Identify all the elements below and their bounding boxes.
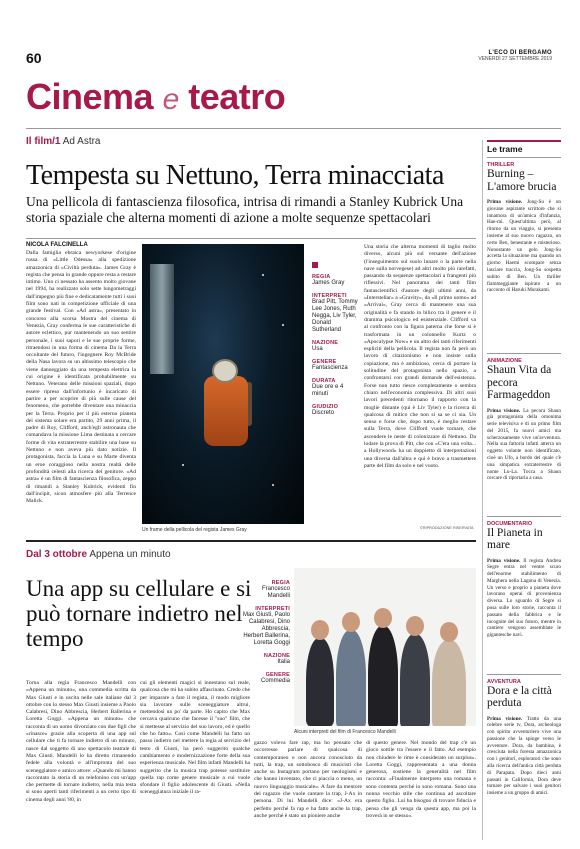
fact-value: Usa [312, 346, 323, 352]
fact-label: GIUDIZIO [312, 404, 339, 410]
sidebar-item-film-title: Shaun Vita da pecora Farmageddon [487, 364, 552, 401]
cast-member [400, 634, 430, 726]
cast-member-head [406, 616, 424, 636]
section-title [26, 76, 285, 118]
article1-kicker-rest: Ad Astra [62, 136, 101, 147]
article2-factbox [240, 574, 290, 685]
sidebar-item-review [487, 558, 561, 670]
sidebar-title: Le trame [487, 140, 561, 158]
article2-column-4: di questo genere. Nel mondo del trap c'è un gioco sottile tra l'essere e il fatto. Ad esempio non chiudere le rime è considerato un surplus». Loretta Goggi, rappresentata a una donna generosa, sostiene la generalità nel film racconta: «Finalmente interpreto una romana e sono contenta perché io sono romana. Sono una nonna vecchio stile che continua ad ascoltare questo figlio. Lui ha bisogno di trovare fiducia e pensa che gli venga da questa app, ma poi la troverà in se stesso». [366, 740, 476, 819]
article2-photo-caption: Alcuni interpreti del film di Francesco Mandelli [294, 729, 396, 735]
article1-rule [26, 238, 476, 239]
section-title-main: Cinema [26, 76, 154, 117]
article2-headline: Una app su cellulare e si può tornare indietro nel tempo [26, 576, 252, 651]
article1-factbox [312, 262, 358, 417]
sidebar-item-film-title: Dora e la città perduta [487, 684, 552, 709]
sidebar-separator [487, 353, 561, 354]
cast-member [336, 630, 366, 726]
review-lead: Prima visione. [487, 715, 523, 722]
fact-label: REGIA [271, 580, 290, 586]
fact-value: James Gray [312, 280, 345, 286]
fact-value: Italia [277, 659, 290, 665]
article1-photo-caption: Un frame della pellicola del regista James Gray [142, 527, 247, 533]
star [282, 324, 284, 326]
article2-kicker-bold: Dal 3 ottobre [26, 549, 88, 560]
star [272, 484, 274, 486]
page-number: 60 [26, 50, 42, 66]
article2-kicker-rest: Appena un minuto [89, 549, 171, 560]
fact-value: Fantascienza [312, 365, 348, 371]
sidebar-item-review [487, 716, 561, 826]
article1-kicker [26, 136, 101, 147]
sidebar-separator [487, 674, 561, 675]
cast-member-head [374, 608, 392, 628]
cast-member-head [440, 622, 458, 642]
article2-column-1: Torna alla regia Francesco Mandelli con «Appena un minuto», una commedia scritta da Max Giusti e in uscita nelle sale italiane dal 3 ottobre con lo stesso Max Giusti insieme a Paolo Calabresi, Dino Abbrescia, Herbert Ballerina e Loretta Goggi. «Appena un minuto» che racconta di un uomo divorziato con due figli che «rinasce» grazie alla scoperta di una app sul cellulare che ti fa tornare indietro di un minuto, nasce dal soggetto di uno spettacolo teatrale di Max Giusti. Mandelli lo ha diretto rimanendo fedele alla volontà e all'impronta del suo sceneggiatore e amico attore: «Quando mi hanno raccontato la storia di un telefonino con un'app che permette di tornare indietro, nella mia testa si sono aperti tanti riferimenti a un certo tipo di cinema degli anni '80, in [26, 680, 136, 803]
review-text: Jong-Su è un giovane aspirante scrittore che si innamora di un'amica d'infanzia, Hae-mi. Quest'ultima però, al ritorno da un viaggio, si presenta insieme al suo nuovo ragazzo, un certo Ben, benestante e misterioso. Nonostante un gelo Jong-Su accetta la situazione ma quando un giorno Haemi scompare senza lasciare traccia, Jong-Su sospetta subito di Ben. Un thriller fiammeggiante ispirato a un racconto di Haruki Murakami. [487, 199, 561, 294]
sidebar-item-film-title: Burning – L'amore brucia [487, 168, 557, 193]
section-title-end: teatro [188, 76, 286, 117]
fact-label: DURATA [312, 378, 336, 384]
review-lead: Prima visione. [487, 557, 521, 564]
cast-member [368, 626, 398, 726]
article1-photo-astronaut [142, 244, 304, 524]
review-text: La pecora Shaun già protagonista della omonima serie televisiva e di un primo film del 2015, fa nuovi amici ma scherzosamente vive un'avventura. Nella sua fattoria infatti atterra un oggetto volante non identificato, cioè un Ufo, a bordo del quale c'è una simpatica extraterrestre di nome Lu-La. Tocca a Shaun cercare di riportarla a casa. [487, 407, 561, 482]
fact-value: Max Giusti, Paolo Calabresi, Dino Abbrescia, Herbert Ballerina, Loretta Goggi [242, 612, 290, 646]
article1-copyright: ©RIPRODUZIONE RISERVATA [420, 526, 474, 530]
issue-date: VENERDÌ 27 SETTEMBRE 2019 [478, 55, 552, 62]
fact-value: Francesco Mandelli [261, 586, 290, 599]
fact-label: GENERE [265, 672, 290, 678]
sidebar-item-review [487, 199, 561, 349]
cast-member-head [342, 612, 360, 632]
fact-label: INTERPRETI [312, 293, 347, 299]
sidebar-le-trame [487, 140, 561, 826]
review-text: Il regista Andrea Segre entra nel ventre scuro dell'enorme stabilimento di Marghera nella Laguna di Venezia. Un verso e proprio a pianeta dove lavorano operai di provenienza diversa. Lo sguardo di Segre si posa sulle loro storie, racconta il passato della fabbrica e le incognite del suo futuro, mentre in cantiere vengono assemblate le gigantesche navi. [487, 557, 561, 639]
factbox-marker [312, 262, 318, 268]
fact-value: Discreto [312, 410, 335, 416]
cast-member [432, 640, 466, 726]
sidebar-item-category: DOCUMENTARIO [487, 520, 533, 527]
sidebar-item-category: THRILLER [487, 162, 515, 168]
fact-value: Due ore e 4 minuti [312, 384, 344, 397]
space-station-structure [150, 264, 174, 374]
sidebar-separator [487, 516, 561, 517]
article2-photo-cast [294, 568, 476, 726]
review-lead: Prima visione. [487, 199, 523, 205]
sidebar-item-review [487, 408, 561, 512]
sidebar-item-category: AVVENTURA [487, 678, 521, 685]
article1-headline: Tempesta su Nettuno, Terra minacciata [26, 160, 444, 191]
section-divider [26, 128, 561, 129]
star [182, 464, 184, 466]
star [262, 274, 264, 276]
article2-column-2: cui gli elementi magici si innestano sul reale, qualcosa che mi ha subito affascinato. Credo che per imparare a fare il regista, il modo migliore sia lavorare sulle sceneggiature altrui, mettendosi un po' da parte. Ho capito che Max cercava qualcuno che facesse il "suo" film, che si mettesse al servizio del suo lavoro, ed è quello che ho fatto». Così come Mandelli ha fatto un passo indietro nel mettere la regia al servizio del testo di Giusti, ha però suggerito qualche cambiamento e modernizzazione forte della sua esperienza musicale. Nel film infatti Mandelli ha suggerito che la musica trap potesse sostituire quella rap come genere musicale a cui vuole sfondare il figlio adolescente di Giusti. «Nella sceneggiatura iniziale il ra- [140, 680, 250, 796]
cast-member [306, 638, 334, 726]
cast-member-head [311, 620, 329, 640]
section-title-and: e [162, 83, 179, 116]
masthead [478, 50, 552, 63]
review-lead: Prima visione. [487, 407, 521, 414]
article2-column-3: gazzo voleva fare rap, ma ho pensato che occorresse parlare di qualcosa di contemporaneo e non ancora conosciuto da tutti, la trap, un sottobosco di musicisti che anche su Instagram portano per neologismi e che hanno inventato, che ci piaccia o meno, un nuovo linguaggio musicale». A fare da mentore del ragazzo che vuole cantare la trap, J-Ax in persona. Di lui Mandelli dice: «J-Ax era perfetto perché fa rap e ha fatto anche la trap, anche perché è stato un pioniere anche [254, 740, 362, 819]
fact-value: Commedia [260, 678, 290, 684]
article1-byline: NICOLA FALCINELLA [26, 242, 88, 248]
article1-column-1: Dalla famiglia ebraica newyorkese d'origine russa di «Little Odessa» alla spedizione amazzonica di «Civiltà perduta». James Gray è regista che pensa in grande oppure resta a restare intimo. Uno ci nessato ha assento molto giovane nel 1994, ha realizzato solo sette lungometraggi dall'impegno più fine e dedicatamente tutti i suoi film sono nati in competizione ufficiale di una grande festival. Con «Ad astra», presentato in concorso alla scorsa Mostra del cinema di Venezia, Gray conferma le sue caratteristiche di autore eclettico, pur mantenendo un suo sentire personale, i suoi sapori e le sue proprie forme, ritraendosi in una forma di cinema Da la Terra occultante del futuro, l'ingegnere Roy McBride della Nasa lavora su un altissimo telescopio che viene danneggiato da una tempesta elettrica la cui origine è identificata probabilmente su Nettuno. Veterano delle missioni spaziali, dopo essere ripreso dall'infortunio è incaricato di partire a per scoprire di più sulle cause del fenomeno, che potrebbe diventare una minaccia per la Terra. Proprio per il più esterno pianeta del sistema solare era partito, 29 anni prima, il padre di Roy, Clifford, anch'egli astronauta che comandava la missione Lima destinata a cercare forme di vita extraterrestre stabilire una base su Nettuno e non aveva più dato notizie. Il protagonista, faccia la Luna e su Marte diventa un eroe coraggioso nella nostra realtà delle profondità celesti alla ricerca del genitore. «Ad astra» è un film di fantascienza filosofica, zeppo di rimandi a Stanley Kubrick, evidenti fin dall'incipit, sicon atmosfere più alla Terrence Malick. [26, 250, 136, 505]
fact-label: REGIA [312, 274, 331, 280]
sidebar-divider [482, 140, 483, 840]
fact-label: INTERPRETI [255, 606, 290, 612]
fact-value: Brad Pitt, Tommy Lee Jones, Ruth Negga, Liv Tyler, Donald Sutherland [312, 299, 358, 333]
astronaut-helmet [212, 359, 238, 383]
fact-label: NAZIONE [263, 653, 290, 659]
article1-subhead: Una pellicola di fantascienza filosofica, intrisa di rimandi a Stanley Kubrick Una storia spaziale che alterna momenti di azione a molte sequenze spettacolari [26, 194, 464, 225]
article2-kicker [26, 549, 171, 560]
newspaper-name: L'ECO DI BERGAMO [488, 50, 552, 56]
article1-column-3: Una storia che alterna momenti di taglio molto diverso, alcuni più sul versante dell'azione (l'inseguimento sul suolo lunare o la parte nella nave sulla norvegese) ad altri molto più rarefatti, passando da sequenze spettacolari a frangenti più riflessivi. Nel panorama dei tanti film fantascientifici d'autore degli ultimi anni, da «Interstellar» a «Gravity», da «Il primo uomo» ad «Arrival», Gray cerca di mantenere una sua originalità e fa stando in bilico tra il genere e il dramma psicologico ed esistenziale. Clifford va al confronto con la figura paterna che forse si è trasformata in un colonnello Kurtz o «Apocalypse Now» e un altro dei tanti riferimenti espliciti della pellicola. Il regista non fa però un lavoro di citazionismo e non insiste sulla copiazione, ma è ambizioso, cerca di portare la solitudine del protagonista nello spazio, a confrontarsi con grandi domande dell'esistenza. Forse non tutto riesce completamente o sembra chiaro nell'economia complessiva. Di altri suoi lavori precedenti ritornano il rapporto con la moglie distante (qui è Liv Tyler) e la ricerca di qualcosa di mitico che non si sa se ci sia. Un senso e forse che, dopo tutto, è meglio restare sulla Terra, dove Clifford vuole tornare, che ascendere le neste di colonizzare di Nettuno. Da lodare la prova di Pitt, che con «C'era una volta... a Hollywood» ha un doppietto di interpretazioni una diversa dall'altra e qui è bravo a trasmettere parte del film da solo e nel vuoto. [364, 244, 476, 469]
article1-kicker-bold: Il film/1 [26, 136, 61, 147]
sidebar-item-film-title: Il Pianeta in mare [487, 526, 543, 551]
fact-label: NAZIONE [312, 340, 339, 346]
article-divider [26, 540, 476, 542]
astronaut-suit [204, 376, 248, 446]
review-text: Tratto da una celebre serie tv, Dora, archeologa con spirito avventuriero vive una passione che la spinge verso le avventure. Dora, da bambina, è cresciuta nella foresta amazzonica con i genitori, esploratori che sono alla ricerca dell'antica città perduta di Parapata. Dopo dieci anni passati in California, Dora deve tornare per salvare i suoi genitori insieme a un gruppo di amici. [487, 715, 561, 797]
fact-label: GENERE [312, 359, 337, 365]
sidebar-item-category: ANIMAZIONE [487, 358, 522, 364]
